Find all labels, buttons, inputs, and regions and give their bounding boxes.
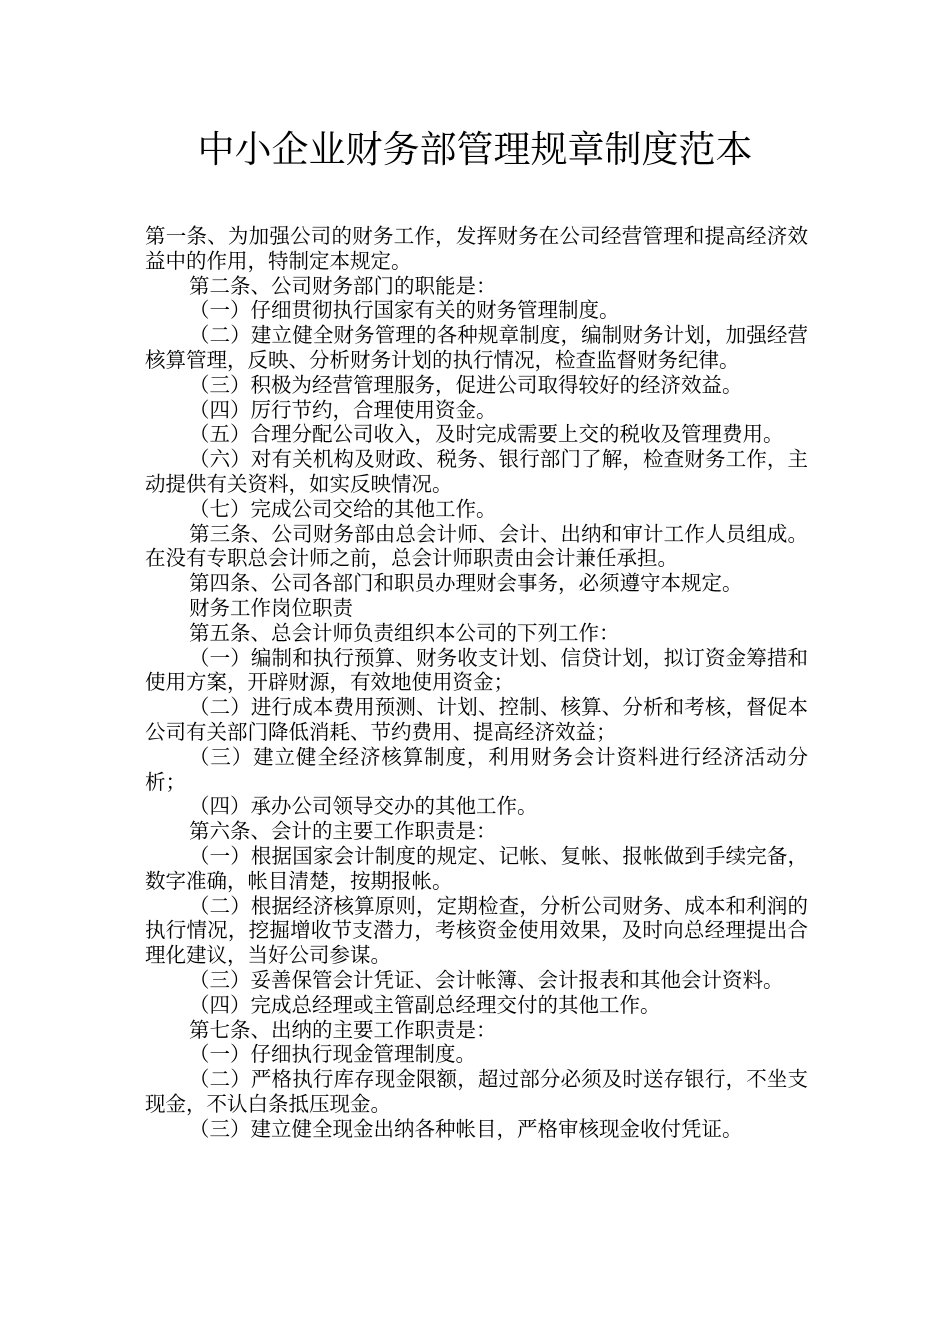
document-body [145,224,808,1141]
paragraph: （一）根据国家会计制度的规定、记帐、复帐、报帐做到手续完备，数字准确，帐目清楚，按期报帐。 [145,843,808,893]
paragraph: 第二条、公司财务部门的职能是： [189,273,497,298]
paragraph: （三）积极为经营管理服务，促进公司取得较好的经济效益。 [189,372,743,397]
paragraph: （三）建立健全现金出纳各种帐目，严格审核现金收付凭证。 [189,1116,743,1141]
paragraph: 第七条、出纳的主要工作职责是： [189,1017,497,1042]
paragraph: 第三条、公司财务部由总会计师、会计、出纳和审计工作人员组成。在没有专职总会计师之前，总会计师职责由会计兼任承担。 [145,521,808,571]
paragraph: （二）根据经济核算原则，定期检查，分析公司财务、成本和利润的执行情况，挖掘增收节支潜力，考核资金使用效果，及时向总经理提出合理化建议，当好公司参谋。 [145,893,808,968]
paragraph: 第四条、公司各部门和职员办理财会事务，必须遵守本规定。 [189,571,743,596]
paragraph: 第六条、会计的主要工作职责是： [189,819,497,844]
paragraph: （一）仔细贯彻执行国家有关的财务管理制度。 [189,298,620,323]
paragraph: （二）严格执行库存现金限额，超过部分必须及时送存银行，不坐支现金，不认白条抵压现金。 [145,1067,808,1116]
paragraph: （二）建立健全财务管理的各种规章制度，编制财务计划，加强经营核算管理，反映、分析财务计划的执行情况，检查监督财务纪律。 [145,323,808,372]
section-heading: 财务工作岗位职责 [189,595,353,620]
paragraph: （一）编制和执行预算、财务收支计划、信贷计划，拟订资金筹措和使用方案，开辟财源，有效地使用资金； [145,645,808,695]
paragraph: （三）建立健全经济核算制度，利用财务会计资料进行经济活动分析； [145,744,808,794]
paragraph: 第一条、为加强公司的财务工作，发挥财务在公司经营管理和提高经济效益中的作用，特制定本规定。 [145,224,808,273]
paragraph: （四）承办公司领导交办的其他工作。 [189,794,538,819]
paragraph: （四）完成总经理或主管副总经理交付的其他工作。 [189,992,661,1017]
paragraph: （五）合理分配公司收入，及时完成需要上交的税收及管理费用。 [189,422,784,447]
page-title: 中小企业财务部管理规章制度范本 [197,128,753,171]
paragraph: （二）进行成本费用预测、计划、控制、核算、分析和考核，督促本公司有关部门降低消耗、节约费用、提高经济效益； [145,695,808,744]
paragraph: （六）对有关机构及财政、税务、银行部门了解，检查财务工作，主动提供有关资料，如实反映情况。 [145,447,808,496]
paragraph: （三）妥善保管会计凭证、会计帐簿、会计报表和其他会计资料。 [189,967,784,992]
paragraph: （七）完成公司交给的其他工作。 [189,496,497,521]
paragraph: 第五条、总会计师负责组织本公司的下列工作： [189,620,620,645]
paragraph: （四）厉行节约，合理使用资金。 [189,397,497,422]
paragraph: （一）仔细执行现金管理制度。 [189,1042,476,1067]
